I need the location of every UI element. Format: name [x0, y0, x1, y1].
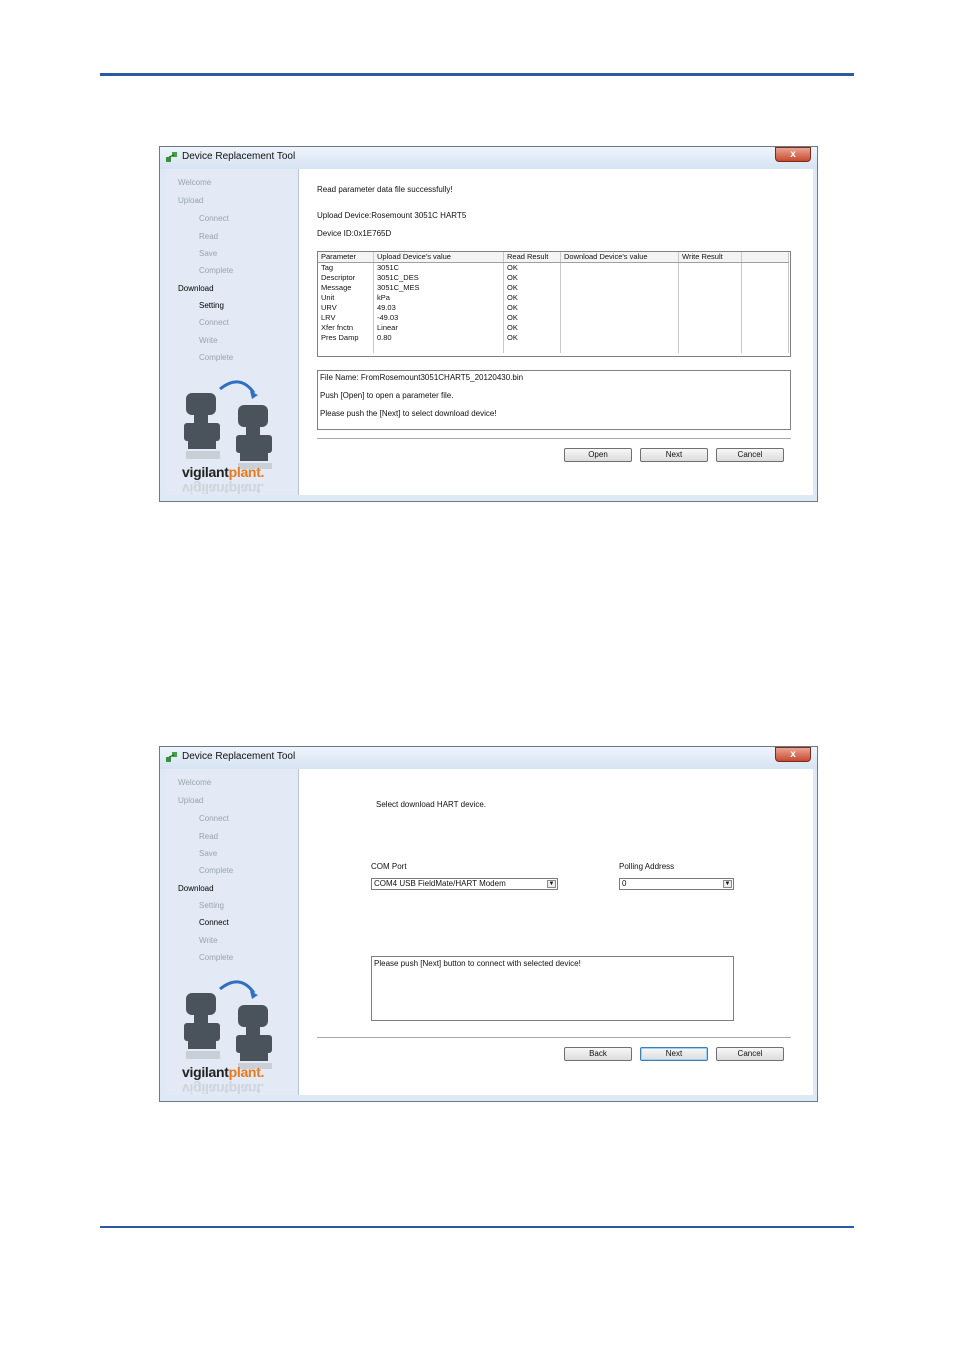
- table-row[interactable]: [318, 323, 789, 333]
- brand-part-plant: plant.: [228, 464, 265, 480]
- table-row[interactable]: [318, 283, 789, 293]
- cancel-button[interactable]: Cancel: [716, 1047, 784, 1061]
- cell-read: OK: [504, 313, 561, 323]
- message-file-name: File Name: FromRosemount3051CHART5_20120430.bin: [320, 373, 524, 382]
- cell-download: [561, 263, 679, 274]
- com-port-value: COM4 USB FieldMate/HART Modem: [374, 879, 506, 888]
- cell-filler: [742, 303, 789, 313]
- next-button[interactable]: Next: [640, 1047, 708, 1061]
- chevron-down-icon[interactable]: ▼: [724, 881, 731, 887]
- brand-part-plant: plant.: [228, 1064, 265, 1080]
- nav-upload-read: Read: [199, 232, 219, 241]
- col-upload-value[interactable]: Upload Device's value: [374, 252, 504, 263]
- button-separator: [317, 1037, 791, 1038]
- table-row[interactable]: [318, 313, 789, 323]
- select-device-heading: Select download HART device.: [376, 800, 486, 809]
- cell-write: [679, 333, 742, 343]
- nav-welcome: Welcome: [178, 778, 212, 787]
- cell-write: [679, 313, 742, 323]
- footer-rule: [100, 1226, 854, 1228]
- cell-read: OK: [504, 293, 561, 303]
- close-button[interactable]: x: [775, 747, 811, 762]
- cell-filler: [742, 263, 789, 274]
- table-row[interactable]: [318, 333, 789, 343]
- com-port-label: COM Port: [371, 862, 407, 871]
- header-rule: [100, 73, 854, 76]
- cell-write: [679, 323, 742, 333]
- cell-download: [561, 333, 679, 343]
- table-row[interactable]: [318, 293, 789, 303]
- table-row-empty: [318, 343, 789, 353]
- nav-upload: Upload: [178, 796, 204, 805]
- cell-upload: 0.80: [374, 333, 504, 343]
- cell-read: OK: [504, 333, 561, 343]
- status-text: Read parameter data file successfully!: [317, 185, 453, 194]
- nav-upload: Upload: [178, 196, 204, 205]
- cell-filler: [742, 273, 789, 283]
- polling-address-select[interactable]: [619, 878, 734, 890]
- cell-upload: 49.03: [374, 303, 504, 313]
- connect-message: Please push [Next] button to connect with selected device!: [374, 959, 581, 968]
- cell-download: [561, 283, 679, 293]
- brand-part-vigilant: vigilant: [182, 464, 229, 480]
- nav-welcome: Welcome: [178, 178, 212, 187]
- cell-read: OK: [504, 303, 561, 313]
- com-port-select[interactable]: [371, 878, 558, 890]
- polling-address-label: Polling Address: [619, 862, 675, 871]
- title-bar[interactable]: [160, 747, 817, 769]
- cell-download: [561, 293, 679, 303]
- cancel-button[interactable]: Cancel: [716, 448, 784, 462]
- nav-download: Download: [178, 284, 214, 293]
- nav-download-connect: Connect: [199, 918, 229, 927]
- col-download-value[interactable]: Download Device's value: [561, 252, 679, 263]
- nav-download-setting: Setting: [199, 901, 224, 910]
- wizard-sidebar: [166, 769, 299, 1095]
- parameter-table[interactable]: [317, 251, 791, 357]
- nav-download-complete: Complete: [199, 953, 234, 962]
- nav-upload-read: Read: [199, 832, 219, 841]
- nav-download: Download: [178, 884, 214, 893]
- nav-download-complete: Complete: [199, 353, 234, 362]
- window-select-device: [159, 746, 818, 1102]
- cell-upload: 3051C_DES: [374, 273, 504, 283]
- nav-upload-save: Save: [199, 849, 218, 858]
- cell-write: [679, 263, 742, 274]
- message-box[interactable]: [317, 370, 791, 430]
- cell-param: Xfer fnctn: [318, 323, 374, 333]
- close-button[interactable]: x: [775, 147, 811, 162]
- cell-filler: [742, 333, 789, 343]
- back-button[interactable]: Back: [564, 1047, 632, 1061]
- cell-write: [679, 273, 742, 283]
- brand-reflection: vigilantplant.: [182, 481, 265, 497]
- cell-param: Message: [318, 283, 374, 293]
- wizard-content: [299, 169, 813, 495]
- nav-download-write: Write: [199, 336, 218, 345]
- nav-upload-connect: Connect: [199, 814, 229, 823]
- message-open-hint: Push [Open] to open a parameter file.: [320, 391, 454, 400]
- upload-device-text: Upload Device:Rosemount 3051C HART5: [317, 211, 467, 220]
- nav-upload-connect: Connect: [199, 214, 229, 223]
- col-write-result[interactable]: Write Result: [679, 252, 742, 263]
- cell-read: OK: [504, 283, 561, 293]
- cell-upload: kPa: [374, 293, 504, 303]
- col-parameter[interactable]: Parameter: [318, 252, 374, 263]
- message-next-hint: Please push the [Next] to select download device!: [320, 409, 497, 418]
- cell-param: Descriptor: [318, 273, 374, 283]
- cell-upload: 3051C_MES: [374, 283, 504, 293]
- table-header-row: [318, 252, 789, 263]
- col-filler: [742, 252, 789, 263]
- nav-upload-complete: Complete: [199, 866, 234, 875]
- cell-upload: Linear: [374, 323, 504, 333]
- device-id-text: Device ID:0x1E765D: [317, 229, 392, 238]
- brand-logo: [182, 1064, 264, 1080]
- cell-filler: [742, 323, 789, 333]
- wizard-content: [299, 769, 813, 1095]
- app-icon: [166, 151, 178, 163]
- nav-upload-complete: Complete: [199, 266, 234, 275]
- cell-upload: -49.03: [374, 313, 504, 323]
- cell-param: LRV: [318, 313, 374, 323]
- window-title: Device Replacement Tool: [182, 751, 296, 762]
- title-bar[interactable]: [160, 147, 817, 169]
- cell-write: [679, 303, 742, 313]
- window-title: Device Replacement Tool: [182, 151, 296, 162]
- polling-address-value: 0: [622, 879, 627, 888]
- cell-read: OK: [504, 273, 561, 283]
- cell-upload: 3051C: [374, 263, 504, 274]
- nav-upload-save: Save: [199, 249, 218, 258]
- chevron-down-icon[interactable]: ▼: [548, 881, 555, 887]
- message-box[interactable]: [371, 956, 734, 1021]
- cell-read: OK: [504, 323, 561, 333]
- cell-read: OK: [504, 263, 561, 274]
- cell-filler: [742, 293, 789, 303]
- col-read-result[interactable]: Read Result: [504, 252, 561, 263]
- cell-param: Tag: [318, 263, 374, 274]
- brand-part-vigilant: vigilant: [182, 1064, 229, 1080]
- cell-write: [679, 293, 742, 303]
- wizard-sidebar: [166, 169, 299, 495]
- cell-download: [561, 323, 679, 333]
- button-separator: [317, 438, 791, 439]
- nav-download-setting: Setting: [199, 301, 224, 310]
- open-button[interactable]: Open: [564, 448, 632, 462]
- cell-filler: [742, 283, 789, 293]
- cell-filler: [742, 313, 789, 323]
- brand-reflection: vigilantplant.: [182, 1081, 265, 1097]
- nav-download-connect: Connect: [199, 318, 229, 327]
- cell-download: [561, 273, 679, 283]
- app-icon: [166, 751, 178, 763]
- cell-download: [561, 303, 679, 313]
- table-row[interactable]: [318, 303, 789, 313]
- table-row[interactable]: [318, 263, 789, 274]
- window-read-parameters: [159, 146, 818, 502]
- brand-logo: [182, 464, 264, 480]
- cell-download: [561, 313, 679, 323]
- cell-write: [679, 283, 742, 293]
- cell-param: Unit: [318, 293, 374, 303]
- nav-download-write: Write: [199, 936, 218, 945]
- cell-param: Pres Damp: [318, 333, 374, 343]
- next-button[interactable]: Next: [640, 448, 708, 462]
- cell-param: URV: [318, 303, 374, 313]
- table-row[interactable]: [318, 273, 789, 283]
